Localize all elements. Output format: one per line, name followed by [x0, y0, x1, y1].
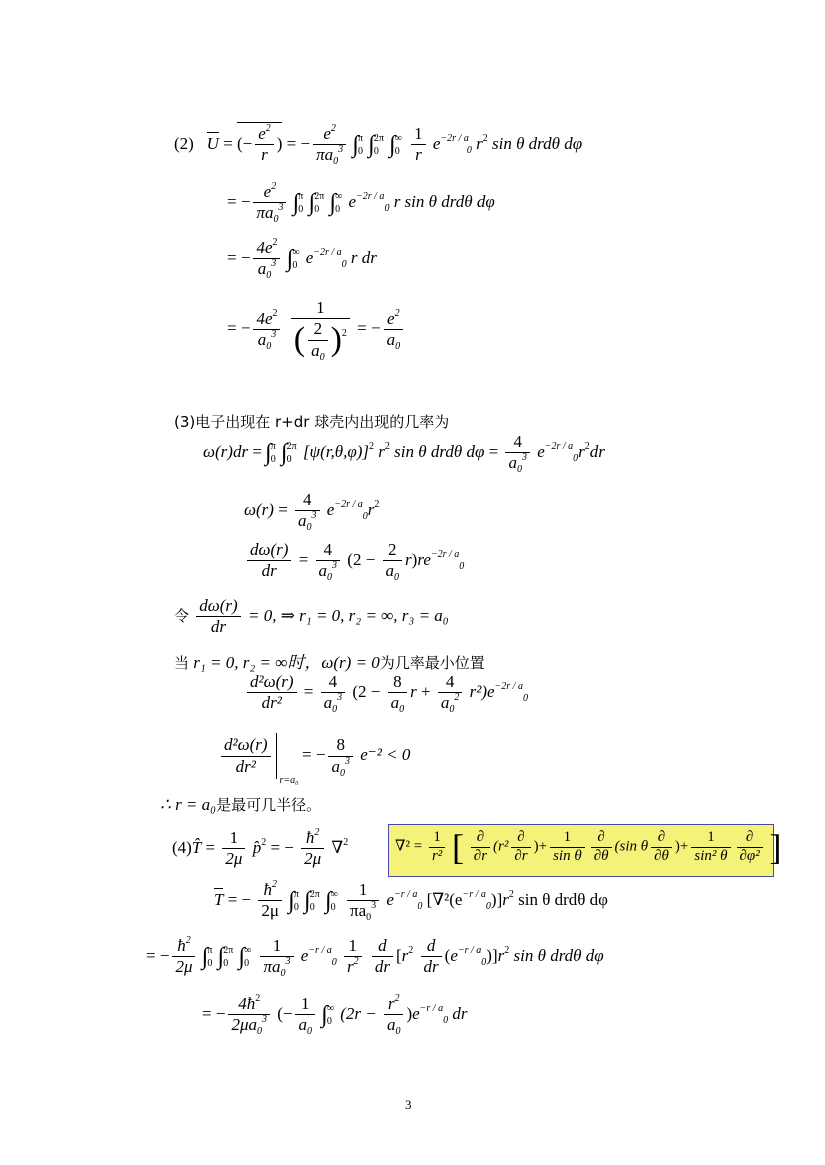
eq-3-evaluated: $\frac{\text{d²ω(r)}}{\text{dr²}}$ r=a₀ = − $\frac{8}{a_0^3}$ e⁻² < 0: [218, 733, 410, 779]
eq-4-line4: = − $\frac{4ħ^2}{2\mu a_0^3}$ (− $\frac{1}{a_0}$ ∫ ∞ 0 (2r − $\frac{r^2}{a_0}$ )$e^{-r / a}_0$ dr: [202, 993, 468, 1038]
eq-4-line2: T = − $\frac{ħ^2}{2\mu}$ ∫ π 0 ∫ 2π 0 ∫ ∞ 0 $\frac{1}{\pi a_0^3}$ $e^{-r / a}_0$ $[\nabla^2(e^{-r / a}_0)]r^2$ sin θ drdθ dφ: [214, 879, 608, 924]
u-bar: U: [206, 133, 219, 153]
section-label-2: (2): [174, 133, 194, 153]
eq-2-line1: (2) U = (− $\frac{e^2}{r}$ ) = − $\frac{e^2}{\pi a_0^3}$ ∫ π 0 ∫ 2π 0 ∫ ∞ 0 $\frac{1}{r}$ $e^{-2r / a}_0$ $r^2$ sin θ drdθ dφ: [174, 123, 583, 168]
eq-2-line4: = − $\frac{4e^2}{a_0^3}$ 1 ( $\frac{2}{a_0}$ )$^2$ = − $\frac{e^2}{a_0}$: [227, 298, 406, 361]
eq-3-second-deriv: $\frac{\text{d²ω(r)}}{\text{dr²}}$ = $\frac{4}{a_0^3}$ (2 − $\frac{8}{a_0}$ r + $\frac{4}{a_0^2}$ $r^2)e^{-2r / a}_0$: [244, 672, 528, 714]
eq-3-ling: 令 $\frac{d\omega(r)}{dr}$ = 0, ⇒ r₁ = 0, r₂ = ∞, r₃ = a₀: [174, 596, 449, 637]
eq-3-line3: $\frac{d\omega(r)}{dr}$ = $\frac{4}{a_0^3}$ (2 − $\frac{2}{a_0}$ $r)re^{-2r / a}_0$: [244, 540, 464, 582]
overbar-term: (− $\frac{e^2}{r}$ ): [236, 123, 283, 165]
eq-4-line1: (4)T̂ = $\frac{1}{2\mu}$ p̂$^2$ = − $\frac{ħ^2}{2\mu}$ ∇$^2$: [172, 827, 349, 869]
eq-3-line1: ω(r)dr = ∫ π 0 ∫ 2π 0 $[\psi(r,\theta,\varphi)]^2$ $r^2$ sin θ drdθ dφ = $\frac{4}{a_0^3}$ $e^{-2r / a}_0r^2dr$: [203, 432, 605, 476]
section-3-heading: (3)电子出现在 r+dr 球壳内出现的几率为: [174, 413, 450, 431]
eq-2-line3: = − $\frac{4e^2}{a_0^3}$ ∫ ∞ 0 $e^{-2r / a}_0$ r dr: [227, 237, 377, 282]
conclusion: ∴ r = a₀是最可几半径。: [160, 795, 322, 814]
eq-2-line2: = − $\frac{e^2}{\pi a_0^3}$ ∫ π 0 ∫ 2π 0 ∫ ∞ 0 $e^{-2r / a}_0$ r sin θ drdθ dφ: [227, 181, 495, 226]
eq-3-line2: ω(r) = $\frac{4}{a_0^3}$ $e^{-2r / a}_0r^2$: [244, 490, 380, 534]
laplacian-highlight-box: ∇² = $\frac{1}{\text{r²}}$ [ $\frac{\partial}{\partial r}$ (r² $\frac{\partial}{\partial r}$ )+ $\frac{1}{\text{sin θ}}$ $\frac{\partial}{\partial\theta}$ (sin θ $\frac{\partial}{\partial\theta}$ )+ $\frac{1}{\text{sin² θ}}$ $\frac{\partial}{\text{∂φ²}}$ ]: [388, 824, 774, 877]
page-number: 3: [405, 1097, 412, 1112]
eq-3-dang: 当 r₁ = 0, r₂ = ∞时，ω(r) = 0为几率最小位置: [174, 653, 485, 672]
eq-4-line3: = − $\frac{ħ^2}{2\mu}$ ∫ π 0 ∫ 2π 0 ∫ ∞ 0 $\frac{1}{\pi a_0^3}$ $e^{-r / a}_0$ $\frac{1}{r^2}$ $\frac{d}{dr}$ [$r^2$ $\frac{d}{dr}$ $(e^{-r / a}_0)]r^2$ sin θ drdθ dφ: [146, 935, 604, 980]
